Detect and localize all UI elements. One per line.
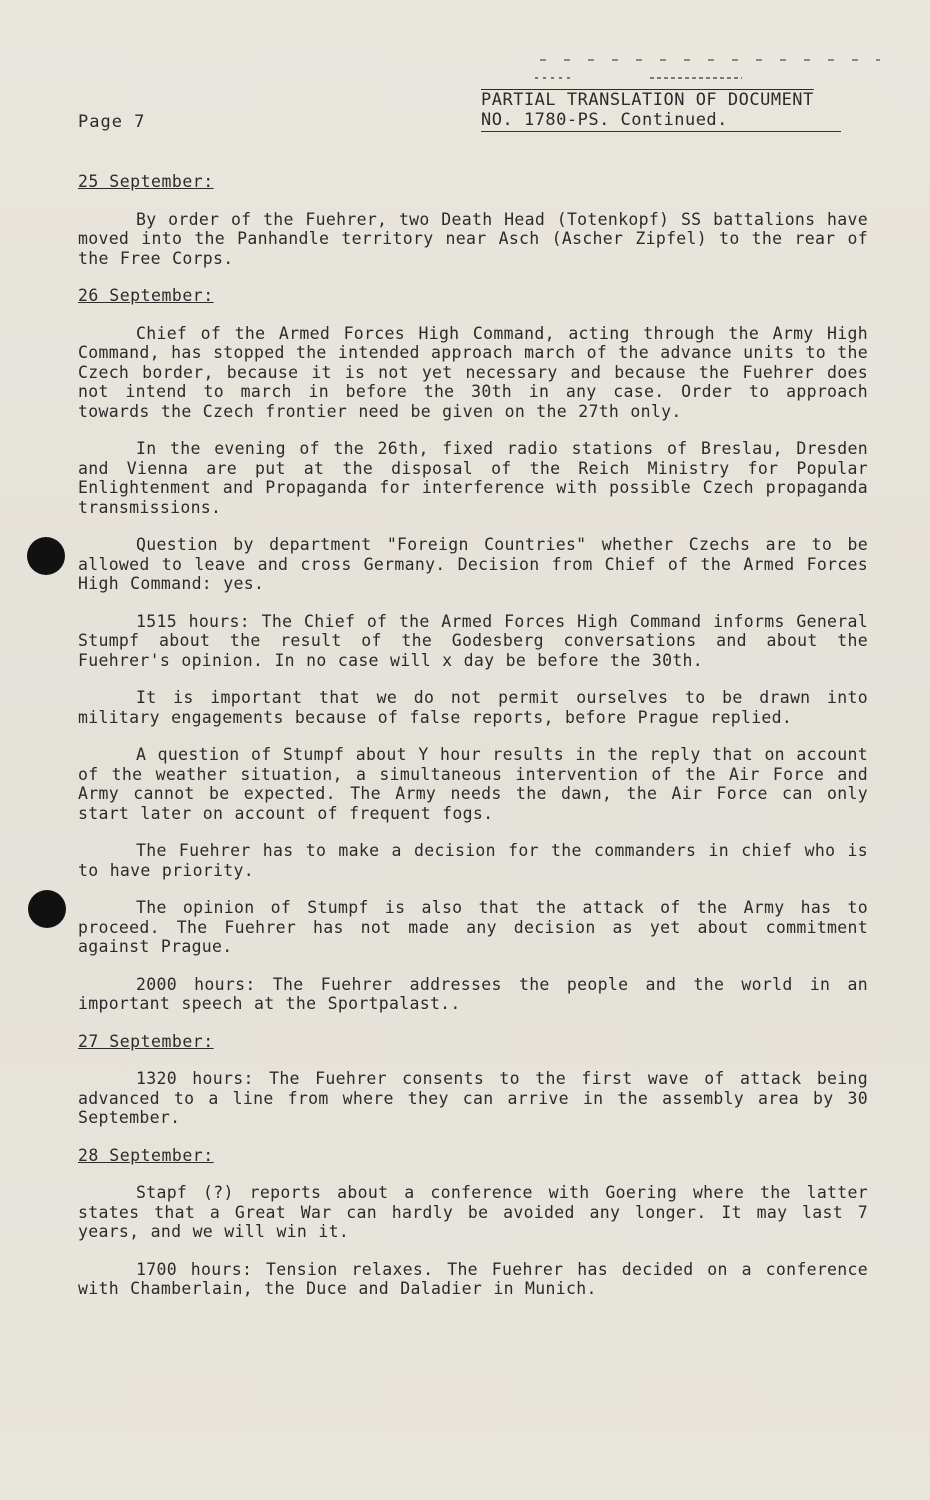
paragraph: In the evening of the 26th, fixed radio stations of Breslau, Dresden and Vienna are put at the disposal of the Reich Ministry for Popular Enlightenment and Propaganda for interference with possible Czech propaganda transmissions. — [78, 439, 868, 517]
date-heading: 27 September: — [78, 1031, 214, 1051]
paragraph: A question of Stumpf about Y hour results in the reply that on account of the weather situation, a simultaneous intervention of the Air Force and Army cannot be expected. The Army needs the dawn, the Air Force can only start later on account of frequent fogs. — [78, 745, 868, 823]
entry-28-september — [78, 1146, 868, 1299]
paragraph: 2000 hours: The Fuehrer addresses the people and the world in an important speech at the Sportpalast.. — [78, 974, 868, 1013]
header-rule-marks — [480, 52, 880, 82]
paragraph: The Fuehrer has to make a decision for the commanders in chief who is to have priority. — [78, 841, 868, 880]
paragraph: Stapf (?) reports about a conference with Goering where the latter states that a Great War can hardly be avoided any longer. It may last 7 years, and we will win it. — [78, 1183, 868, 1241]
document-body — [78, 172, 868, 1317]
paragraph: 1700 hours: Tension relaxes. The Fuehrer has decided on a conference with Chamberlain, the Duce and Daladier in Munich. — [78, 1259, 868, 1298]
paragraph: 1515 hours: The Chief of the Armed Forces High Command informs General Stumpf about the result of the Godesberg conversations and about the Fuehrer's opinion. In no case will x day be before the 30th. — [78, 611, 868, 670]
entry-25-september — [78, 172, 868, 268]
paragraph: 1320 hours: The Fuehrer consents to the first wave of attack being advanced to a line from where they can arrive in the assembly area by 30 September. — [78, 1069, 868, 1127]
paragraph: It is important that we do not permit ourselves to be drawn into military engagements because of false reports, before Prague replied. — [78, 688, 868, 727]
paragraph: The opinion of Stumpf is also that the attack of the Army has to proceed. The Fuehrer has not made any decision as yet about commitment against Prague. — [78, 898, 868, 956]
punch-hole-top — [27, 537, 65, 575]
document-heading-line1: PARTIAL TRANSLATION OF DOCUMENT — [481, 90, 814, 110]
paragraph: Question by department "Foreign Countries" whether Czechs are to be allowed to leave and cross Germany. Decision from Chief of the Armed Forces High Command: yes. — [78, 535, 868, 593]
date-heading: 28 September: — [78, 1145, 214, 1165]
date-heading: 25 September: — [78, 172, 214, 191]
paragraph: By order of the Fuehrer, two Death Head (Totenkopf) SS battalions have moved into the Panhandle territory near Asch (Ascher Zipfel) to the rear of the Free Corps. — [78, 209, 868, 268]
paragraph: Chief of the Armed Forces High Command, acting through the Army High Command, has stopped the intended approach march of the advance units to the Czech border, because it is not yet necessary and because the Fuehrer does not intend to march in before the 30th in any case. Order to approach towards the Czech frontier need be given on the 27th only. — [78, 323, 868, 421]
entry-26-september — [78, 286, 868, 1014]
entry-27-september — [78, 1032, 868, 1128]
document-heading — [481, 90, 841, 132]
punch-hole-bottom — [28, 890, 66, 928]
document-heading-line2: NO. 1780-PS. Continued. — [481, 110, 728, 130]
date-heading: 26 September: — [78, 286, 214, 305]
page-number: Page 7 — [78, 112, 146, 132]
